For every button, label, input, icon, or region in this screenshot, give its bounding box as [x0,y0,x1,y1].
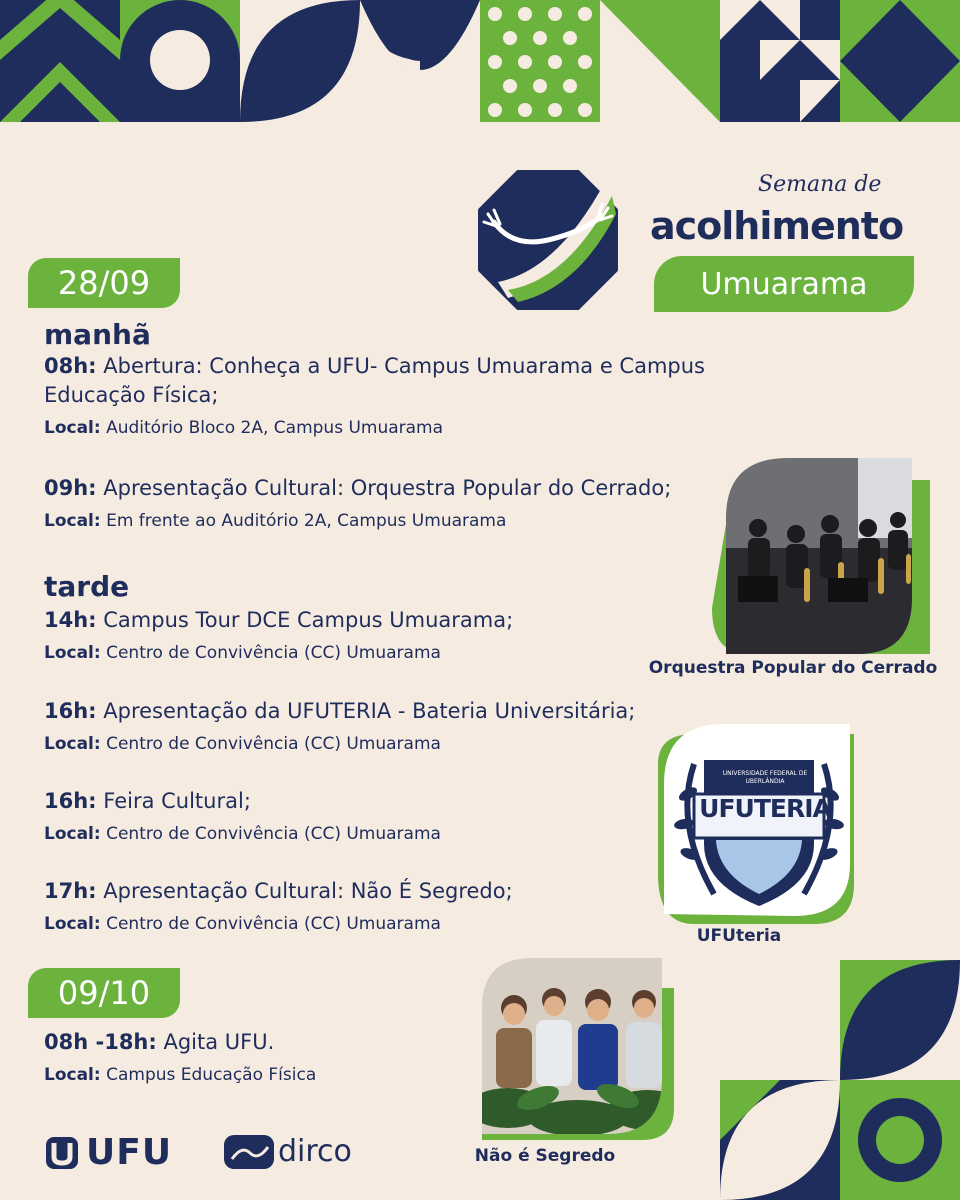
brand-line1: Semana de [758,172,882,197]
event-local: Centro de Convivência (CC) Umuarama [106,824,441,844]
acolhimento-logo-icon [478,170,618,310]
campus-pill: Umuarama [654,256,914,312]
event-local-label: Local: [44,643,101,663]
date-pill-day1: 28/09 [28,258,180,308]
ufuteria-badge-name: UFUTERIA [699,794,831,823]
ufu-logo-icon [44,1135,80,1171]
event-brand [478,170,928,315]
dirco-logo-text: dirco [278,1134,352,1169]
date-pill-day2: 09/10 [28,968,180,1018]
ufu-logo [44,1132,172,1173]
event-local: Centro de Convivência (CC) Umuarama [106,914,441,934]
event-item [44,474,784,533]
event-local: Em frente ao Auditório 2A, Campus Umuarama [106,511,507,531]
dirco-logo [224,1134,352,1169]
ufu-logo-text: UFU [86,1132,173,1173]
bottom-pattern [720,960,960,1200]
event-local-label: Local: [44,511,101,531]
event-local: Centro de Convivência (CC) Umuarama [106,643,441,663]
event-local: Auditório Bloco 2A, Campus Umuarama [106,418,444,438]
event-local-label: Local: [44,914,101,934]
event-title: Campus Tour DCE Campus Umuarama; [103,608,514,632]
event-title: Apresentação Cultural: Orquestra Popular do Cerrado; [103,476,672,500]
afternoon-label: tarde [44,570,130,603]
event-item [44,877,644,936]
dirco-logo-icon [224,1135,274,1169]
top-pattern-banner [0,0,960,122]
orquestra-caption: Orquestra Popular do Cerrado [648,658,938,678]
event-item [44,352,784,440]
event-item [44,1028,464,1087]
ufuteria-badge-top-text: UNIVERSIDADE FEDERAL DE UBERLÂNDIA [722,770,808,785]
nao-segredo-caption: Não é Segredo [474,1146,616,1166]
event-time: 09h: [44,476,97,500]
event-local-label: Local: [44,824,101,844]
event-item [44,606,644,665]
event-title: Apresentação Cultural: Não É Segredo; [103,879,513,903]
event-local-label: Local: [44,734,101,754]
event-local-label: Local: [44,418,101,438]
event-local: Centro de Convivência (CC) Umuarama [106,734,441,754]
ufuteria-photo [654,724,864,924]
orquestra-photo [708,458,934,654]
event-item [44,697,684,756]
event-time: 14h: [44,608,97,632]
event-local-label: Local: [44,1065,101,1085]
ufuteria-caption: UFUteria [696,926,782,946]
morning-label: manhã [44,318,151,351]
event-title: Feira Cultural; [103,789,251,813]
event-title: Agita UFU. [163,1030,275,1054]
event-time: 17h: [44,879,97,903]
event-time: 08h -18h: [44,1030,157,1054]
event-title: Abertura: Conheça a UFU- Campus Umuarama e Campus Educação Física; [44,354,705,407]
event-time: 08h: [44,354,97,378]
brand-line2: acolhimento [650,204,904,248]
event-item [44,787,644,846]
event-time: 16h: [44,789,97,813]
event-local: Campus Educação Física [106,1065,317,1085]
nao-segredo-photo [478,958,678,1140]
event-time: 16h: [44,699,97,723]
event-title: Apresentação da UFUTERIA - Bateria Universitária; [103,699,636,723]
